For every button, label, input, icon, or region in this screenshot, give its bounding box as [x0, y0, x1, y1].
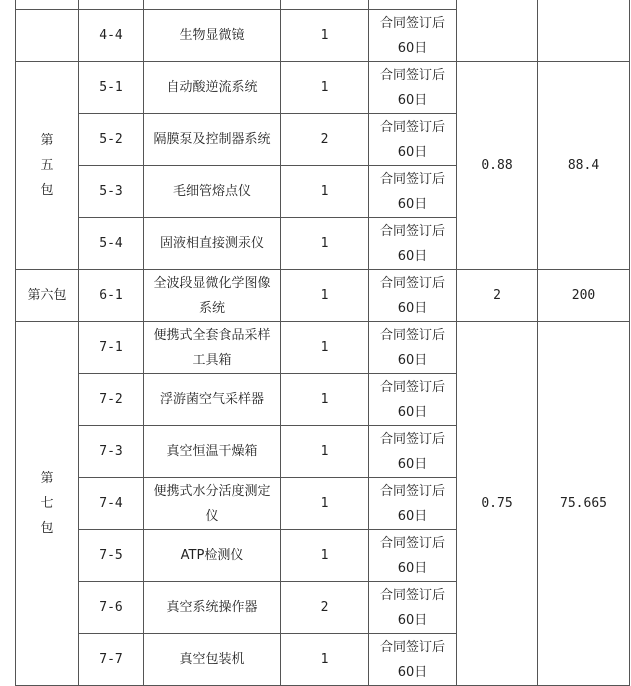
package-label-line1: 第	[40, 133, 54, 148]
package-total: 200	[538, 270, 630, 322]
table-row	[16, 270, 630, 322]
package-price: 0.75	[457, 322, 538, 686]
delivery-line2: 60日	[397, 404, 428, 420]
delivery-line2: 60日	[397, 248, 428, 264]
package-total: 75.665	[538, 322, 630, 686]
delivery-cell	[369, 270, 457, 322]
package-label-line3: 包	[40, 183, 54, 198]
cell-empty	[144, 0, 281, 10]
package-price: 2	[457, 270, 538, 322]
delivery-cell	[369, 322, 457, 374]
delivery-line1: 合同签订后	[379, 327, 445, 343]
delivery-cell	[369, 478, 457, 530]
delivery-cell	[369, 634, 457, 686]
item-quantity: 1	[281, 374, 369, 426]
cell-empty	[16, 0, 79, 10]
delivery-line1: 合同签订后	[379, 639, 445, 655]
item-name-line1: 便携式全套食品采样	[153, 327, 271, 343]
delivery-line1: 合同签订后	[379, 15, 445, 31]
item-name: 固液相直接测汞仪	[144, 218, 281, 270]
package-label-line2: 七	[40, 496, 54, 511]
delivery-cell	[369, 582, 457, 634]
delivery-line1: 合同签订后	[379, 67, 445, 83]
item-code: 5-4	[79, 218, 144, 270]
item-quantity: 1	[281, 10, 369, 62]
item-quantity: 1	[281, 322, 369, 374]
delivery-line1: 合同签订后	[379, 431, 445, 447]
delivery-line2: 60日	[397, 456, 428, 472]
package-label: 第六包	[16, 270, 79, 322]
delivery-line1: 合同签订后	[379, 223, 445, 239]
item-name: 生物显微镜	[144, 10, 281, 62]
delivery-cell	[369, 166, 457, 218]
item-code: 7-7	[79, 634, 144, 686]
package-total: 88.4	[538, 62, 630, 270]
item-name	[144, 478, 281, 530]
delivery-line2: 60日	[397, 300, 428, 316]
delivery-cell	[369, 426, 457, 478]
item-name: 真空恒温干燥箱	[144, 426, 281, 478]
item-name: ATP检测仪	[144, 530, 281, 582]
table-row	[16, 322, 630, 374]
item-code: 4-4	[79, 10, 144, 62]
delivery-line1: 合同签订后	[379, 171, 445, 187]
delivery-line2: 60日	[397, 92, 428, 108]
package-label	[16, 322, 79, 686]
package-label	[16, 62, 79, 270]
cell-empty	[369, 0, 457, 10]
item-code: 7-2	[79, 374, 144, 426]
item-name: 隔膜泵及控制器系统	[144, 114, 281, 166]
item-code: 5-2	[79, 114, 144, 166]
procurement-table	[15, 0, 630, 686]
delivery-line2: 60日	[397, 144, 428, 160]
item-name-line1: 全波段显微化学图像	[153, 275, 271, 291]
item-quantity: 1	[281, 426, 369, 478]
item-name-line2: 系统	[198, 300, 225, 316]
table-row	[16, 62, 630, 114]
cell-empty	[538, 0, 630, 62]
item-quantity: 1	[281, 530, 369, 582]
item-code: 7-1	[79, 322, 144, 374]
cell-empty	[457, 0, 538, 62]
item-name	[144, 322, 281, 374]
delivery-line1: 合同签订后	[379, 119, 445, 135]
delivery-line2: 60日	[397, 664, 428, 680]
item-quantity: 1	[281, 634, 369, 686]
item-code: 7-5	[79, 530, 144, 582]
item-quantity: 1	[281, 218, 369, 270]
package-label-line2: 五	[40, 158, 54, 173]
delivery-line2: 60日	[397, 560, 428, 576]
delivery-cell	[369, 62, 457, 114]
package-label-line3: 包	[40, 521, 54, 536]
delivery-line1: 合同签订后	[379, 379, 445, 395]
item-quantity: 1	[281, 166, 369, 218]
item-name-line2: 仪	[205, 508, 219, 524]
item-code: 7-4	[79, 478, 144, 530]
item-quantity: 1	[281, 270, 369, 322]
delivery-line2: 60日	[397, 612, 428, 628]
delivery-cell	[369, 114, 457, 166]
delivery-line1: 合同签订后	[379, 483, 445, 499]
delivery-line1: 合同签订后	[379, 587, 445, 603]
item-quantity: 1	[281, 62, 369, 114]
item-name	[144, 270, 281, 322]
item-name: 自动酸逆流系统	[144, 62, 281, 114]
delivery-line2: 60日	[397, 196, 428, 212]
table-row-stub	[16, 0, 630, 10]
item-quantity: 2	[281, 582, 369, 634]
item-code: 5-1	[79, 62, 144, 114]
item-name-line1: 便携式水分活度测定	[153, 483, 271, 499]
item-code: 7-6	[79, 582, 144, 634]
item-code: 5-3	[79, 166, 144, 218]
cell-empty	[281, 0, 369, 10]
item-code: 6-1	[79, 270, 144, 322]
item-name: 浮游菌空气采样器	[144, 374, 281, 426]
item-name: 真空包装机	[144, 634, 281, 686]
delivery-line1: 合同签订后	[379, 535, 445, 551]
item-name: 真空系统操作器	[144, 582, 281, 634]
delivery-cell	[369, 218, 457, 270]
delivery-cell	[369, 374, 457, 426]
package-label-line1: 第	[40, 471, 54, 486]
delivery-cell	[369, 10, 457, 62]
package-price: 0.88	[457, 62, 538, 270]
item-name: 毛细管熔点仪	[144, 166, 281, 218]
cell-empty	[79, 0, 144, 10]
delivery-line1: 合同签订后	[379, 275, 445, 291]
delivery-cell	[369, 530, 457, 582]
item-quantity: 2	[281, 114, 369, 166]
delivery-line2: 60日	[397, 40, 428, 56]
item-name-line2: 工具箱	[192, 352, 232, 368]
package-cell-empty	[16, 10, 79, 62]
item-code: 7-3	[79, 426, 144, 478]
delivery-line2: 60日	[397, 352, 428, 368]
item-quantity: 1	[281, 478, 369, 530]
delivery-line2: 60日	[397, 508, 428, 524]
